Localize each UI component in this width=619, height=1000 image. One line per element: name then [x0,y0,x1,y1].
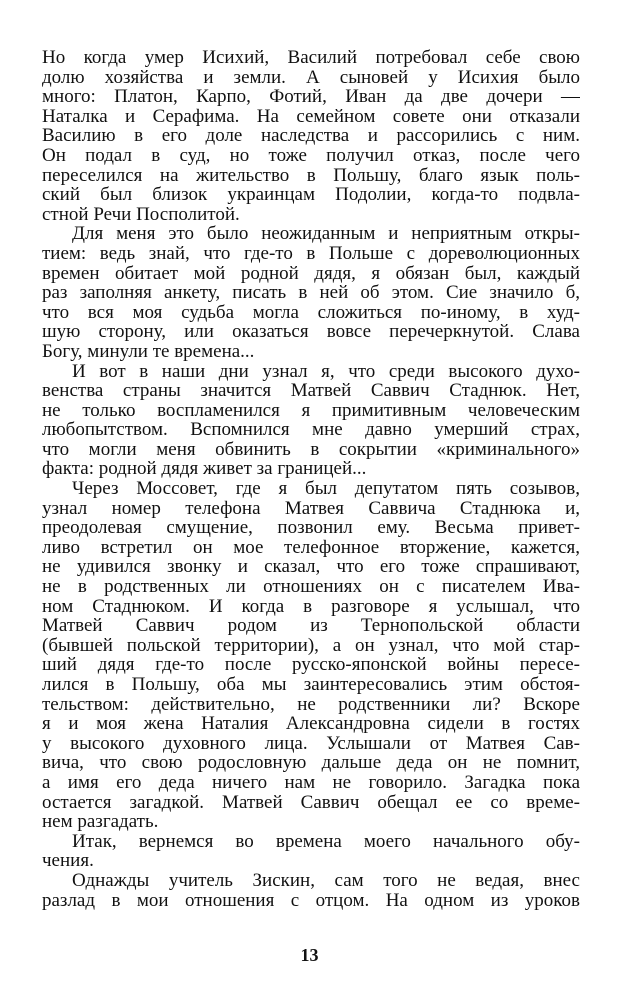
text-line: узнал номер телефона Матвея Саввича Стаднюка и, [42,498,580,519]
text-line: И вот в наши дни узнал я, что среди высокого духо- [72,361,580,382]
text-line: ший дядя где-то после русско-японской войны пересе- [42,655,580,675]
text-line: не удивился звонку и сказал, что его тоже спрашивают, [42,557,580,578]
paragraph [42,224,580,361]
text-line: Но когда умер Исихий, Василий потребовал себе свою [42,48,580,68]
text-line: Богу, минули те времена... [42,341,255,362]
text-line: что могли меня обвинить в сокрытии «криминального» [42,439,580,460]
text-line: времен обитает мой родной дядя, я обязан был, каждый [42,263,580,284]
paragraph [42,48,580,224]
text-line: что вся моя судьба могла сложиться по-иному, в худ- [42,302,580,323]
text-line: преодолевая смущение, позвонил ему. Весьма привет- [42,518,580,538]
text-line: Он подал в суд, но тоже получил отказ, после чего [42,145,580,166]
text-line: много: Платон, Карпо, Фотий, Иван да две дочери — [42,87,580,107]
paragraph [42,832,580,871]
text-line: тельством: действительно, не родственники ли? Вскоре [42,694,580,715]
text-line: ливо встретил он мое телефонное вторжение, кажется, [42,537,580,558]
text-line: чения. [42,851,94,871]
text-line: я и моя жена Наталия Александровна сидели в гостях [42,714,580,734]
text-line: не только воспламенился я примитивным человеческим [42,400,580,421]
text-line: Матвей Саввич родом из Тернопольской области [42,616,580,636]
text-line: тием: ведь знай, что где-то в Польше с дореволюционных [42,243,580,264]
text-line: венства страны значится Матвей Саввич Стаднюк. Нет, [42,381,580,401]
paragraph [42,871,580,910]
text-line: Итак, вернемся во времена моего начального обу- [72,831,580,852]
text-line: ном Стаднюком. И когда в разговоре я услышал, что [42,596,580,617]
text-line: Василию в его доле наследства и рассорились с ним. [42,126,580,146]
text-line: раз заполняя анкету, писать в ней об этом. Сие значило б, [42,283,580,303]
text-line: вича, что свою родословную дальше деда он не помнит, [42,753,580,773]
text-line: стной Речи Посполитой. [42,204,240,225]
text-line: долю хозяйства и земли. А сыновей у Исихия было [42,67,580,88]
text-line: Наталка и Серафима. На семейном совете они отказали [42,106,580,127]
text-line: у высокого духовного лица. Услышали от Матвея Сав- [42,733,580,754]
paragraph [42,479,580,832]
text-line: Однажды учитель Зискин, сам того не ведая, внес [72,870,580,891]
book-page-text [42,48,580,910]
text-line: остается загадкой. Матвей Саввич обещал ее со време- [42,792,580,813]
text-line: нем разгадать. [42,812,159,832]
text-line: разлад в мои отношения с отцом. На одном из уроков [42,890,580,911]
text-line: шую сторону, или оказаться вовсе перечеркнутой. Слава [42,322,580,342]
text-line: факта: родной дядя живет за границей... [42,459,367,480]
text-line: Через Моссовет, где я был депутатом пять созывов, [72,479,580,499]
text-line: лился в Польшу, оба мы заинтересовались этим обстоя- [42,675,580,695]
text-line: не в родственных ли отношениях он с писателем Ива- [42,577,580,597]
text-line: любопытством. Вспомнился мне давно умерший страх, [42,420,580,440]
text-line: переселился на жительство в Польшу, благо язык поль- [42,165,580,186]
text-line: (бывшей польской территории), а он узнал, что мой стар- [42,635,580,656]
text-line: ский был близок украинцам Подолии, когда-то подвла- [42,185,580,205]
page-number: 13 [300,945,319,965]
paragraph [42,362,580,480]
text-line: Для меня это было неожиданным и неприятным откры- [72,224,580,244]
text-line: а имя его деда ничего нам не говорило. Загадка пока [42,772,580,793]
